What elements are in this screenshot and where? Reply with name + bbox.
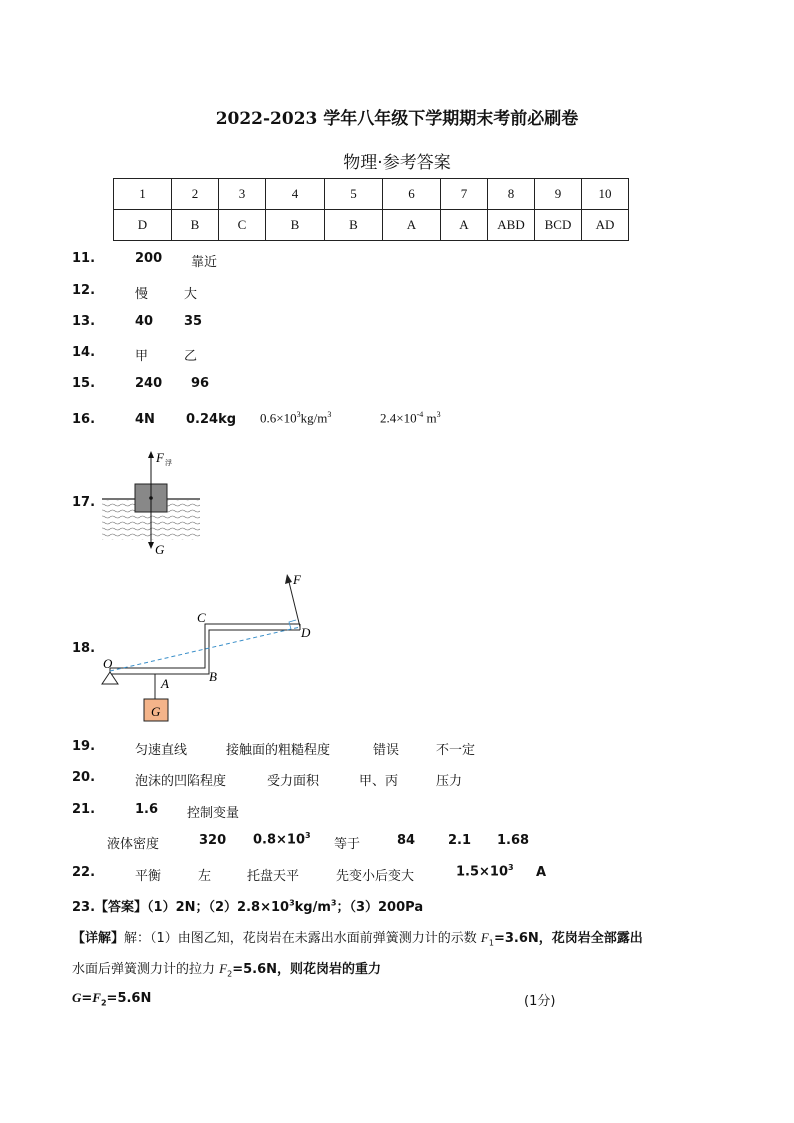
answer-table — [113, 178, 629, 241]
answer-text: 1.68 — [497, 833, 530, 848]
lever-diagram — [95, 568, 325, 728]
label-d: D — [301, 625, 311, 640]
force-label-f: F — [156, 450, 164, 465]
answer-text: 控制变量 — [187, 806, 240, 821]
table-cell: 5 — [325, 179, 383, 210]
force-label-sub: 浮 — [165, 459, 172, 467]
table-cell: 2 — [172, 179, 219, 210]
answer-text: $0.8\times 10^3$ — [253, 831, 311, 848]
answer-text: 受力面积 — [267, 774, 320, 789]
table-cell: 1 — [114, 179, 172, 210]
answer-text: 等于 — [334, 837, 361, 852]
table-cell: 6 — [383, 179, 441, 210]
answer-text: $2.4\times 10^{-4}$ $m^3$ — [380, 410, 441, 426]
answer-text: 平衡 — [135, 869, 162, 884]
question-number: 19. — [72, 739, 96, 754]
question-number: 11. — [72, 251, 96, 266]
table-cell: 4 — [266, 179, 325, 210]
label-a: A — [161, 676, 169, 691]
question-number: 15. — [72, 376, 96, 391]
q23-equation: $G=F_2=5.6N$ — [72, 990, 152, 1008]
table-cell: 8 — [488, 179, 535, 210]
answer-text: A — [536, 865, 547, 880]
answer-text: 240 — [135, 376, 163, 391]
answer-text: 96 — [191, 376, 210, 391]
table-cell: B — [325, 210, 383, 241]
table-cell: A — [383, 210, 441, 241]
label-g: G — [151, 704, 161, 719]
answer-text: 匀速直线 — [135, 743, 188, 758]
question-number: 17. — [72, 495, 96, 510]
table-cell: B — [266, 210, 325, 241]
answer-text: 35 — [184, 314, 203, 329]
table-cell: A — [441, 210, 488, 241]
answer-text: 左 — [198, 869, 212, 884]
answer-text: 大 — [184, 287, 198, 302]
answer-text: 0.24kg — [186, 412, 237, 427]
page-title: 2022-2023 学年八年级下学期期末考前必刷卷 — [215, 109, 579, 129]
answer-text: 乙 — [184, 349, 198, 364]
answer-text: 错误 — [373, 743, 400, 758]
question-number: 13. — [72, 314, 96, 329]
label-o: O — [103, 656, 113, 671]
answer-text: 泡沫的凹陷程度 — [135, 774, 227, 789]
arrow-head — [148, 451, 154, 458]
page-subtitle: 物理·参考答案 — [343, 153, 451, 173]
answer-text: 84 — [397, 833, 416, 848]
question-number: 21. — [72, 802, 96, 817]
q23-detail-line-2: 水面后弹簧测力计的拉力 $F_2=5.6N$，则花岗岩的重力 — [72, 961, 381, 979]
table-cell: D — [114, 210, 172, 241]
answer-text: 200 — [135, 251, 163, 266]
question-number: 22. — [72, 865, 96, 880]
table-cell: B — [172, 210, 219, 241]
table-cell: 9 — [535, 179, 582, 210]
answer-text: 液体密度 — [107, 837, 160, 852]
table-cell: 7 — [441, 179, 488, 210]
answer-text: 2.1 — [448, 833, 472, 848]
table-row-numbers — [114, 179, 629, 210]
answer-text: 压力 — [436, 774, 463, 789]
question-number: 16. — [72, 412, 96, 427]
lever-outline — [110, 624, 300, 668]
answer-text: 1.6 — [135, 802, 159, 817]
answer-text: 4N — [135, 412, 155, 427]
buoyancy-diagram — [100, 448, 210, 560]
question-number: 20. — [72, 770, 96, 785]
answer-text: 先变小后变大 — [336, 869, 415, 884]
answer-text: 40 — [135, 314, 154, 329]
table-cell: C — [219, 210, 266, 241]
answer-text: 甲、丙 — [359, 774, 399, 789]
label-f: F — [293, 572, 301, 587]
answer-text: 靠近 — [191, 255, 218, 270]
answer-text: $1.5\times 10^3$ — [456, 863, 514, 880]
answer-text: 接触面的粗糙程度 — [226, 743, 331, 758]
answer-text: 甲 — [135, 349, 149, 364]
table-cell: 3 — [219, 179, 266, 210]
force-label-g: G — [155, 542, 165, 557]
q23-answer-header: 23.【答案】（1）2N；$(2)2.8\times 10^3kg/m^3$；（3）200Pa — [72, 898, 424, 915]
table-row-answers — [114, 210, 629, 241]
table-cell: 10 — [582, 179, 629, 210]
answer-text: 慢 — [135, 287, 149, 302]
answer-text: 不一定 — [436, 743, 476, 758]
score-label: (1分) — [524, 994, 556, 1009]
table-cell: BCD — [535, 210, 582, 241]
q23-detail-line-1: 【详解】解：（1）由图乙知，花岗岩在未露出水面前弹簧测力计的示数 $F_1=3.6N$，花岗岩全部露出 — [72, 930, 643, 948]
answer-text: 托盘天平 — [247, 869, 300, 884]
question-number: 18. — [72, 641, 96, 656]
answer-text: 320 — [199, 833, 227, 848]
table-cell: ABD — [488, 210, 535, 241]
question-number: 12. — [72, 283, 96, 298]
label-b: B — [209, 669, 217, 684]
arrow-head — [285, 574, 292, 584]
answer-text: $0.6\times 10^3kg/m^3$ — [260, 410, 332, 426]
question-number: 14. — [72, 345, 96, 360]
table-cell: AD — [582, 210, 629, 241]
label-c: C — [197, 610, 206, 625]
arrow-head — [148, 542, 154, 549]
